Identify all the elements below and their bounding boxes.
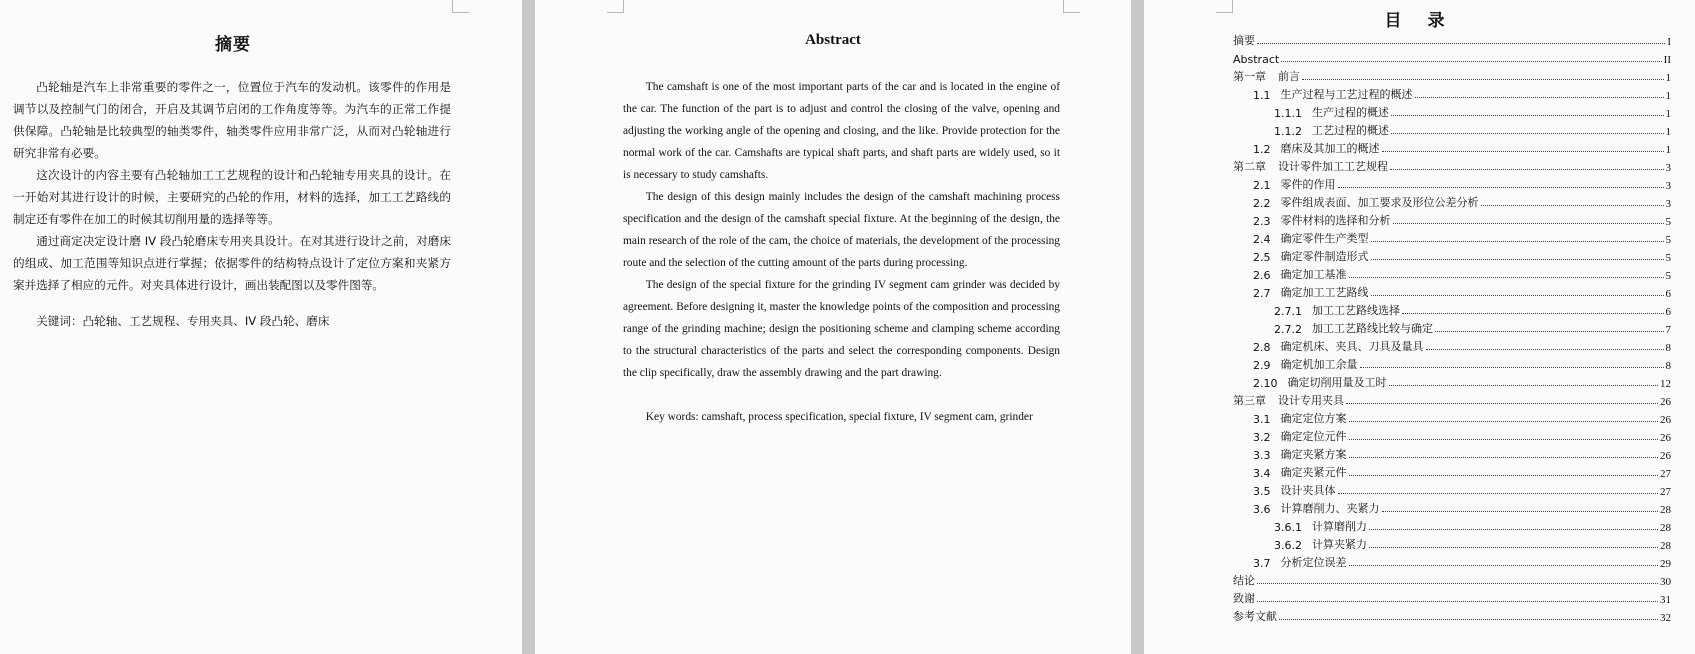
- toc-dot-leader: [1391, 115, 1664, 116]
- toc-entry-number: 第二章: [1233, 160, 1266, 173]
- toc-dot-leader: [1371, 295, 1664, 296]
- toc-entry-page-number: 5: [1665, 234, 1671, 246]
- toc-entry-page-number: 5: [1665, 216, 1671, 228]
- toc-entry-label: 确定加工工艺路线: [1280, 286, 1369, 299]
- toc-entry[interactable]: [1233, 192, 1671, 210]
- toc-dot-leader: [1435, 331, 1664, 332]
- toc-entry-page-number: 28: [1660, 540, 1671, 552]
- toc-dot-leader: [1349, 439, 1659, 440]
- toc-entry[interactable]: [1233, 408, 1671, 426]
- toc-entry[interactable]: [1233, 66, 1671, 84]
- en-abstract-paragraph: The camshaft is one of the most important parts of the car and is located in the engine of the car. The function of the part is to adjust and control the closing of the valve, opening and adjusting the working angle of the opening and closing, and the like. Provide protection for the normal work of the car. Camshafts are typical shaft parts, and shaft parts are widely used, so it is necessary to study camshafts.: [623, 81, 1060, 181]
- toc-entry-number: 2.8: [1253, 341, 1271, 354]
- toc-entry[interactable]: [1233, 156, 1671, 174]
- toc-entry-number: 2.7: [1253, 287, 1271, 300]
- toc-entry-label: 计算磨削力: [1312, 520, 1367, 533]
- toc-entry-page-number: 30: [1660, 576, 1671, 588]
- toc-dot-leader: [1371, 241, 1664, 242]
- page-corner-mark: [1063, 0, 1080, 13]
- toc-entry-page-number: 28: [1660, 522, 1671, 534]
- toc-entry-page-number: 27: [1660, 486, 1671, 498]
- toc-dot-leader: [1382, 511, 1659, 512]
- toc-entry-label: 加工工艺路线选择: [1312, 304, 1400, 317]
- toc-entry-number: 2.3: [1253, 215, 1271, 228]
- en-abstract-title: Abstract: [805, 32, 861, 48]
- toc-entry-page-number: 26: [1660, 450, 1671, 462]
- toc-entry-page-number: II: [1663, 54, 1671, 66]
- toc-dot-leader: [1279, 619, 1658, 620]
- toc-dot-leader: [1371, 259, 1664, 260]
- toc-entry[interactable]: [1233, 480, 1671, 498]
- toc-entry[interactable]: [1233, 264, 1671, 282]
- toc-entry-label: 零件的作用: [1280, 178, 1336, 191]
- toc-entry-page-number: 3: [1665, 180, 1671, 192]
- toc-entry-label: 结论: [1233, 574, 1255, 587]
- toc-dot-leader: [1390, 169, 1664, 170]
- toc-entry[interactable]: [1233, 120, 1671, 138]
- toc-entry-label: 确定夹紧元件: [1280, 466, 1347, 479]
- toc-dot-leader: [1349, 421, 1659, 422]
- en-keywords: Key words: camshaft, process specification, special fixture, IV segment cam, grinder: [645, 411, 1033, 423]
- toc-entry[interactable]: [1233, 516, 1671, 534]
- toc-entry-number: 1.1: [1253, 89, 1271, 102]
- toc-entry-label: 零件材料的选择和分析: [1280, 214, 1391, 227]
- toc-entry-label: 生产过程的概述: [1312, 106, 1389, 119]
- page-table-of-contents: [1144, 0, 1695, 654]
- toc-entry[interactable]: [1233, 102, 1671, 120]
- toc-entry-number: 3.5: [1253, 485, 1271, 498]
- toc-entry-page-number: 6: [1665, 306, 1671, 318]
- toc-entry-label: 确定夹紧方案: [1280, 448, 1347, 461]
- zh-keywords: 关键词：凸轮轴、工艺规程、专用夹具、IV 段凸轮、磨床: [36, 314, 330, 328]
- toc-entry-label: 致谢: [1233, 592, 1255, 605]
- toc-entry-page-number: 1: [1665, 108, 1671, 120]
- toc-entry-number: 2.9: [1253, 359, 1271, 372]
- toc-entry-label: 摘要: [1233, 34, 1255, 47]
- toc-entry-label: 确定零件生产类型: [1280, 232, 1369, 245]
- toc-entry-page-number: 1: [1665, 144, 1671, 156]
- toc-dot-leader: [1349, 475, 1659, 476]
- toc-entry-number: 3.6.2: [1274, 539, 1302, 552]
- en-abstract-paragraph: The design of this design mainly includes the design of the camshaft machining process specification and the design of the camshaft special fixture. At the beginning of the design, the main research of the role of the cam, the choice of materials, the development of the processing route and the selection of the cutting amount of the parts during processing.: [623, 191, 1060, 269]
- toc-entry-number: 1.2: [1253, 143, 1271, 156]
- toc-entry-number: 2.2: [1253, 197, 1271, 210]
- toc-entry-label: 确定切削用量及工时: [1287, 376, 1387, 389]
- toc-entry-page-number: 5: [1665, 270, 1671, 282]
- toc-entry[interactable]: [1233, 228, 1671, 246]
- toc-entry-number: 3.1: [1253, 413, 1271, 426]
- toc-dot-leader: [1393, 223, 1664, 224]
- toc-entry-number: 3.3: [1253, 449, 1271, 462]
- toc-entry-label: 确定加工基准: [1280, 268, 1347, 281]
- toc-entry-page-number: 8: [1665, 360, 1671, 372]
- toc-entry[interactable]: [1233, 606, 1671, 624]
- toc-entry-label: 设计夹具体: [1280, 484, 1336, 497]
- toc-entry[interactable]: [1233, 354, 1671, 372]
- toc-entry-label: 参考文献: [1233, 610, 1277, 623]
- toc-entry[interactable]: [1233, 552, 1671, 570]
- toc-dot-leader: [1257, 601, 1658, 602]
- toc-entry[interactable]: [1233, 588, 1671, 606]
- toc-entry[interactable]: [1233, 444, 1671, 462]
- toc-dot-leader: [1369, 547, 1658, 548]
- toc-entry-page-number: 3: [1665, 162, 1671, 174]
- zh-abstract-body: [13, 76, 451, 332]
- toc-dot-leader: [1257, 43, 1665, 44]
- toc-entry-label: Abstract: [1233, 53, 1280, 66]
- toc-entry-label: 确定机床、夹具、刀具及量具: [1280, 340, 1424, 353]
- toc-dot-leader: [1346, 403, 1658, 404]
- toc-entry-label: 设计零件加工工艺规程: [1278, 160, 1388, 173]
- toc-entry-number: 第一章: [1233, 70, 1266, 83]
- toc-entry-number: 3.6: [1253, 503, 1271, 516]
- toc-entry-page-number: 32: [1660, 612, 1671, 624]
- toc-entry-page-number: 1: [1665, 126, 1671, 138]
- toc-entry-label: 加工工艺路线比较与确定: [1312, 322, 1433, 335]
- toc-dot-leader: [1360, 367, 1664, 368]
- en-abstract-body: [623, 76, 1060, 428]
- toc-entry-page-number: 8: [1665, 342, 1671, 354]
- toc-entry[interactable]: [1233, 426, 1671, 444]
- toc-entry-number: 1.1.1: [1274, 107, 1302, 120]
- toc-entry-page-number: I: [1667, 36, 1671, 48]
- toc-dot-leader: [1302, 79, 1664, 80]
- toc-entry[interactable]: [1233, 498, 1671, 516]
- toc-entry-number: 3.7: [1253, 557, 1271, 570]
- toc-entry-number: 3.6.1: [1274, 521, 1302, 534]
- toc-entry-label: 确定定位方案: [1280, 412, 1347, 425]
- toc-entry-label: 分析定位误差: [1280, 556, 1347, 569]
- toc-entry[interactable]: [1233, 246, 1671, 264]
- toc-entry-page-number: 1: [1665, 72, 1671, 84]
- toc-entry[interactable]: [1233, 174, 1671, 192]
- toc-dot-leader: [1389, 385, 1659, 386]
- en-abstract-paragraph: The design of the special fixture for the grinding IV segment cam grinder was decided by agreement. Before designing it, master the knowledge points of the composition and processing range of the grinding machine; design the positioning scheme and clamping scheme according to the structural characteristics of the parts and select the corresponding components. Design the clip specifically, draw the assembly drawing and the part drawing.: [623, 279, 1060, 379]
- toc-entry[interactable]: [1233, 48, 1671, 66]
- toc-entry[interactable]: [1233, 318, 1671, 336]
- toc-dot-leader: [1338, 493, 1659, 494]
- toc-entry[interactable]: [1233, 210, 1671, 228]
- toc-entry[interactable]: [1233, 282, 1671, 300]
- toc-entry[interactable]: [1233, 570, 1671, 588]
- toc-dot-leader: [1349, 277, 1664, 278]
- toc-dot-leader: [1349, 457, 1659, 458]
- page-corner-mark: [607, 0, 624, 13]
- toc-dot-leader: [1369, 529, 1658, 530]
- toc-entry[interactable]: [1233, 462, 1671, 480]
- toc-dot-leader: [1257, 583, 1658, 584]
- toc-entry-label: 前言: [1278, 70, 1300, 83]
- toc-dot-leader: [1281, 61, 1661, 62]
- toc-dot-leader: [1349, 565, 1659, 566]
- toc-entry-label: 计算磨削力、夹紧力: [1280, 502, 1380, 515]
- toc-entry-label: 生产过程与工艺过程的概述: [1280, 88, 1413, 101]
- toc-entry-page-number: 3: [1665, 198, 1671, 210]
- toc-entry[interactable]: [1233, 30, 1671, 48]
- toc-entry[interactable]: [1233, 138, 1671, 156]
- toc-entry-number: 2.4: [1253, 233, 1271, 246]
- toc-entry-number: 2.6: [1253, 269, 1271, 282]
- toc-list: [1233, 30, 1671, 624]
- toc-entry-page-number: 7: [1665, 324, 1671, 336]
- page-corner-mark: [452, 0, 469, 13]
- toc-entry-label: 磨床及其加工的概述: [1280, 142, 1380, 155]
- toc-dot-leader: [1338, 187, 1664, 188]
- toc-entry-page-number: 27: [1660, 468, 1671, 480]
- toc-entry-label: 设计专用夹具: [1278, 394, 1344, 407]
- toc-entry-page-number: 26: [1660, 432, 1671, 444]
- toc-entry[interactable]: [1233, 534, 1671, 552]
- toc-entry-page-number: 1: [1665, 90, 1671, 102]
- toc-dot-leader: [1426, 349, 1664, 350]
- toc-title: 目 录: [1384, 11, 1455, 31]
- zh-abstract-paragraph: 凸轮轴是汽车上非常重要的零件之一，位置位于汽车的发动机。该零件的作用是调节以及控制气门的闭合，开启及其调节启闭的工作角度等等。为汽车的正常工作提供保障。凸轮轴是比较典型的轴类零件，轴类零件应用非常广泛，从而对凸轮轴进行研究非常有必要。: [13, 80, 451, 160]
- page-english-abstract: [535, 0, 1131, 654]
- zh-abstract-title: 摘要: [215, 35, 251, 55]
- toc-entry-page-number: 28: [1660, 504, 1671, 516]
- toc-entry-label: 确定零件制造形式: [1280, 250, 1369, 263]
- toc-entry-label: 确定定位元件: [1280, 430, 1347, 443]
- toc-entry-page-number: 26: [1660, 414, 1671, 426]
- toc-entry-page-number: 26: [1660, 396, 1671, 408]
- toc-entry-number: 第三章: [1233, 394, 1266, 407]
- toc-entry-page-number: 6: [1665, 288, 1671, 300]
- page-chinese-abstract: [0, 0, 522, 654]
- toc-entry[interactable]: [1233, 336, 1671, 354]
- toc-entry-page-number: 31: [1660, 594, 1671, 606]
- toc-entry[interactable]: [1233, 390, 1671, 408]
- toc-entry-number: 2.1: [1253, 179, 1271, 192]
- zh-abstract-paragraph: 这次设计的内容主要有凸轮轴加工工艺规程的设计和凸轮轴专用夹具的设计。在一开始对其进行设计的时候，主要研究的凸轮的作用，材料的选择，加工工艺路线的制定还有零件在加工的时候其切削用量的选择等等。: [13, 168, 451, 226]
- toc-entry-number: 2.10: [1253, 377, 1278, 390]
- toc-entry-page-number: 29: [1660, 558, 1671, 570]
- toc-entry-page-number: 5: [1665, 252, 1671, 264]
- toc-entry-number: 1.1.2: [1274, 125, 1302, 138]
- toc-entry[interactable]: [1233, 300, 1671, 318]
- toc-entry-number: 3.2: [1253, 431, 1271, 444]
- toc-dot-leader: [1402, 313, 1664, 314]
- toc-entry-label: 计算夹紧力: [1312, 538, 1367, 551]
- toc-entry-number: 3.4: [1253, 467, 1271, 480]
- toc-dot-leader: [1481, 205, 1664, 206]
- toc-entry-label: 零件组成表面、加工要求及形位公差分析: [1280, 196, 1479, 209]
- toc-entry-label: 工艺过程的概述: [1312, 124, 1389, 137]
- toc-entry[interactable]: [1233, 372, 1671, 390]
- toc-dot-leader: [1382, 151, 1664, 152]
- zh-abstract-paragraph: 通过商定决定设计磨 IV 段凸轮磨床专用夹具设计。在对其进行设计之前，对磨床的组成、加工范围等知识点进行掌握；依据零件的结构特点设计了定位方案和夹紧方案并选择了相应的元件。对夹具体进行设计，画出装配图以及零件图等。: [13, 234, 451, 292]
- toc-entry-number: 2.7.1: [1274, 305, 1302, 318]
- toc-entry-label: 确定机加工余量: [1280, 358, 1358, 371]
- toc-entry[interactable]: [1233, 84, 1671, 102]
- toc-entry-number: 2.5: [1253, 251, 1271, 264]
- toc-dot-leader: [1391, 133, 1664, 134]
- toc-entry-page-number: 12: [1660, 378, 1671, 390]
- toc-entry-number: 2.7.2: [1274, 323, 1302, 336]
- toc-dot-leader: [1415, 97, 1664, 98]
